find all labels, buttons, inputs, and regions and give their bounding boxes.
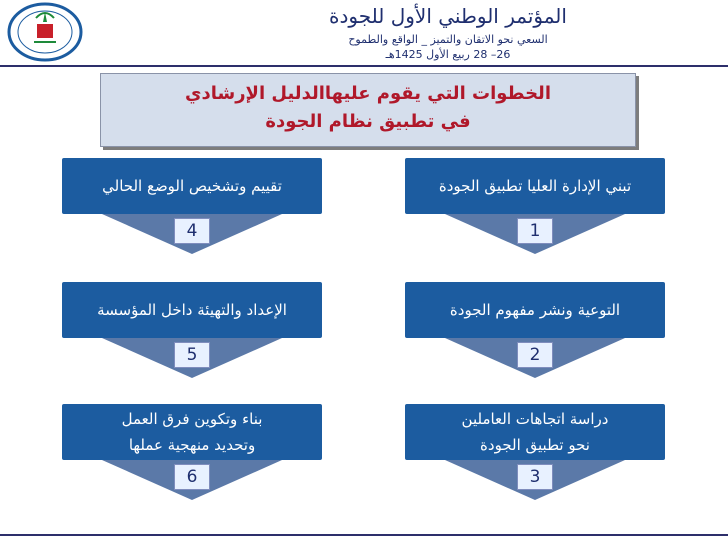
step-4-number: 4 [174,218,210,244]
step-3-text-line-2: نحو تطبيق الجودة [480,436,590,454]
step-4 [62,158,322,254]
step-3-text-line-1: دراسة اتجاهات العاملين [461,410,609,428]
conference-logo [6,2,84,62]
step-6-number: 6 [174,464,210,490]
step-6-text-line-2: وتحديد منهجية عملها [128,436,256,454]
step-5 [62,282,322,378]
step-6-arrow [62,460,322,500]
step-5-box [62,282,322,338]
step-1-text: تبني الإدارة العليا تطبيق الجودة [438,177,632,195]
step-2 [405,282,665,378]
step-4-arrow [62,214,322,254]
step-1-arrow [405,214,665,254]
step-1 [405,158,665,254]
step-2-text: التوعية ونشر مفهوم الجودة [449,301,621,319]
step-4-box [62,158,322,214]
step-2-arrow [405,338,665,378]
conference-date: 26– 28 ربيع الأول 1425هـ [385,48,511,61]
step-3-number: 3 [517,464,553,490]
step-6 [62,404,322,500]
step-5-number: 5 [174,342,210,368]
step-3 [405,404,665,500]
conference-title: المؤتمر الوطني الأول للجودة [329,4,567,28]
step-6-box [62,404,322,460]
step-2-box [405,282,665,338]
header-divider [0,65,728,67]
caption-line-1: الخطوات التي يقوم عليهاالدليل الإرشادي [185,83,551,104]
step-4-text: تقييم وتشخيص الوضع الحالي [102,177,282,195]
step-5-arrow [62,338,322,378]
step-6-text-line-1: بناء وتكوين فرق العمل [121,410,263,428]
step-5-text: الإعداد والتهيئة داخل المؤسسة [97,301,287,319]
step-1-number: 1 [517,218,553,244]
conference-subtitle: السعي نحو الاتقان والتميز _ الواقع والطموح [348,33,548,46]
step-1-box [405,158,665,214]
step-3-box [405,404,665,460]
slide-caption [100,73,636,147]
caption-line-2: في تطبيق نظام الجودة [265,111,471,132]
footer-divider [0,534,728,536]
step-2-number: 2 [517,342,553,368]
step-3-arrow [405,460,665,500]
